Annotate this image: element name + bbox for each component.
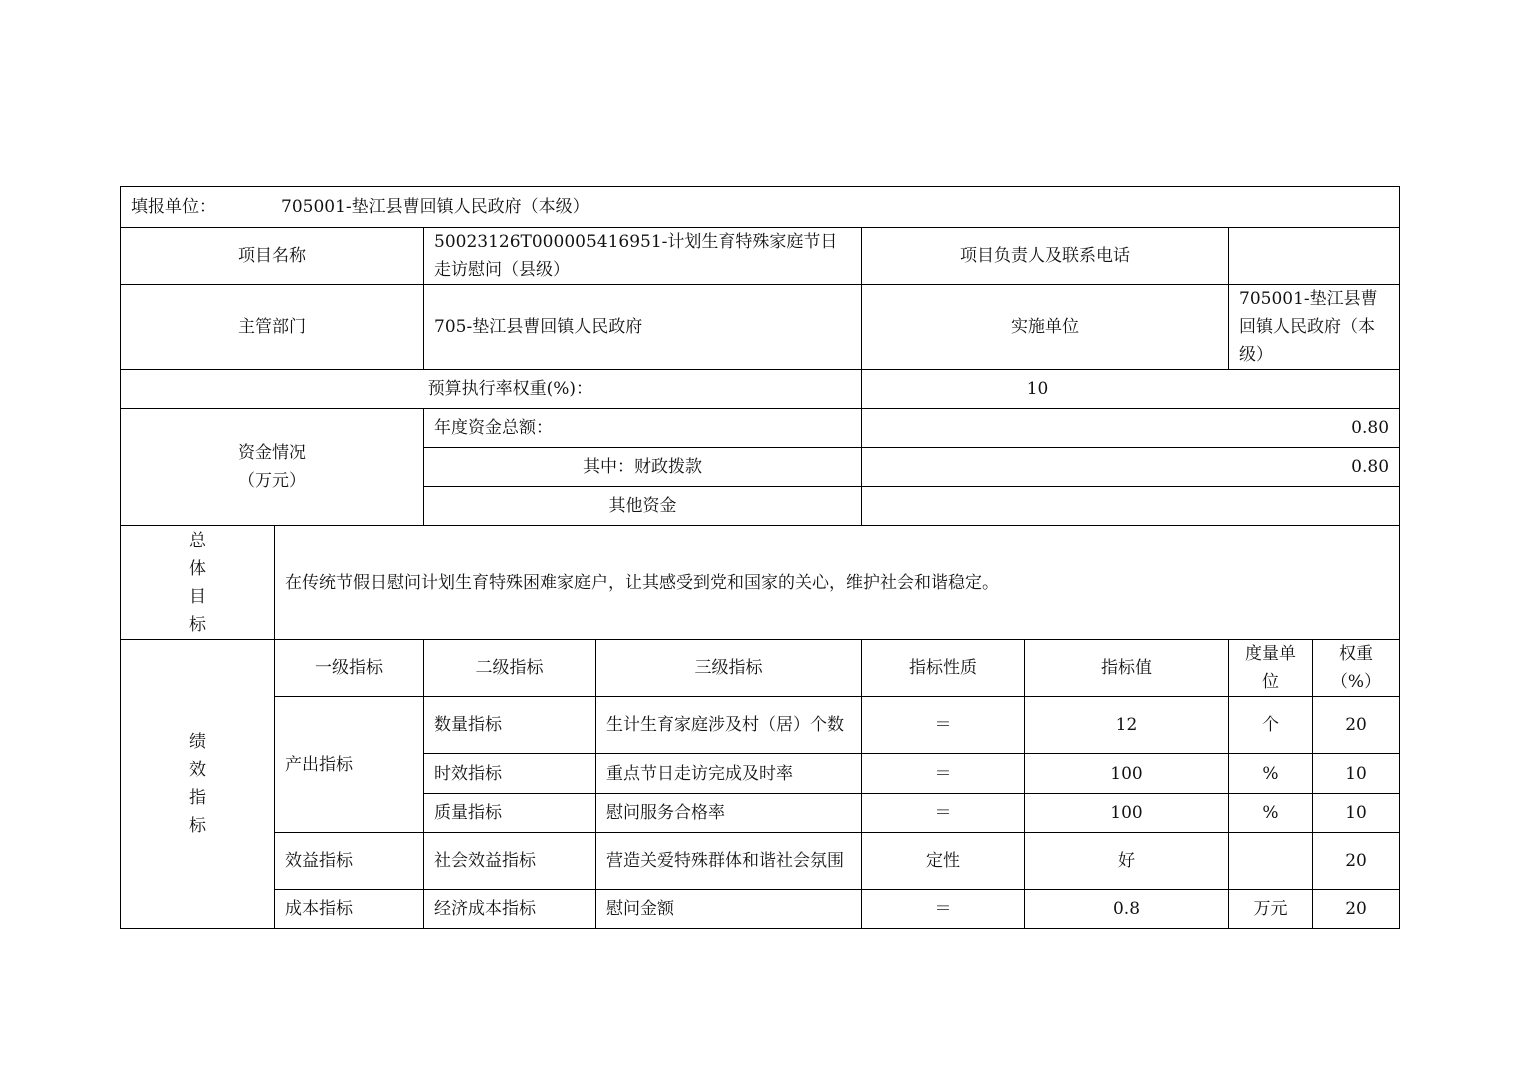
- funds-label-line2: （万元）: [238, 471, 306, 491]
- performance-indicators-label: [121, 640, 275, 929]
- form-table: [120, 186, 1400, 929]
- overall-goal-row: [121, 526, 1400, 640]
- level2-cell: 经济成本指标: [424, 890, 596, 929]
- funds-total-row: [121, 409, 1400, 448]
- nature-cell: ＝: [862, 754, 1025, 794]
- project-contact-label: 项目负责人及联系电话: [862, 228, 1229, 285]
- funds-fiscal-label: 其中：财政拨款: [424, 448, 862, 487]
- reporting-unit-label: 填报单位：: [131, 197, 216, 217]
- level2-cell: 数量指标: [424, 697, 596, 754]
- value-cell: 0.8: [1025, 890, 1229, 929]
- unit-cell: 个: [1229, 697, 1313, 754]
- header-value: 指标值: [1025, 640, 1229, 697]
- funds-label: [121, 409, 424, 526]
- overall-goal-label-char: 总: [189, 530, 206, 551]
- weight-cell: 10: [1313, 794, 1400, 833]
- budget-weight-label: 预算执行率权重(%)：: [121, 370, 862, 409]
- table-row: [121, 890, 1400, 929]
- project-contact-value: [1229, 228, 1400, 285]
- implementing-unit-label: 实施单位: [862, 285, 1229, 370]
- table-row: [121, 697, 1400, 754]
- performance-target-form: [120, 186, 1400, 929]
- overall-goal-text: 在传统节假日慰问计划生育特殊困难家庭户，让其感受到党和国家的关心，维护社会和谐稳定。: [275, 526, 1400, 640]
- unit-cell: %: [1229, 794, 1313, 833]
- nature-cell: ＝: [862, 697, 1025, 754]
- funds-label-line1: 资金情况: [238, 443, 306, 463]
- value-cell: 100: [1025, 754, 1229, 794]
- overall-goal-label-char: 目: [189, 586, 206, 607]
- weight-cell: 10: [1313, 754, 1400, 794]
- unit-cell: %: [1229, 754, 1313, 794]
- performance-label-char: 标: [189, 816, 206, 836]
- overall-goal-label-char: 体: [189, 558, 206, 579]
- header-level2: 二级指标: [424, 640, 596, 697]
- value-cell: 好: [1025, 833, 1229, 890]
- funds-fiscal-value: 0.80: [862, 448, 1400, 487]
- performance-label-char: 效: [189, 760, 206, 780]
- budget-weight-value: 10: [862, 370, 1400, 409]
- reporting-unit-cell: [121, 187, 1400, 228]
- level3-cell: 重点节日走访完成及时率: [596, 754, 862, 794]
- level3-cell: 营造关爱特殊群体和谐社会氛围: [596, 833, 862, 890]
- budget-weight-row: [121, 370, 1400, 409]
- weight-cell: 20: [1313, 833, 1400, 890]
- implementing-unit-value: 705001-垫江县曹回镇人民政府（本级）: [1229, 285, 1400, 370]
- header-weight: 权重（%）: [1313, 640, 1400, 697]
- project-name-label: 项目名称: [121, 228, 424, 285]
- level3-cell: 慰问金额: [596, 890, 862, 929]
- reporting-unit-value: 705001-垫江县曹回镇人民政府（本级）: [281, 197, 590, 217]
- weight-cell: 20: [1313, 890, 1400, 929]
- level2-cell: 质量指标: [424, 794, 596, 833]
- level2-cell: 时效指标: [424, 754, 596, 794]
- value-cell: 12: [1025, 697, 1229, 754]
- level3-cell: 生计生育家庭涉及村（居）个数: [596, 697, 862, 754]
- nature-cell: ＝: [862, 890, 1025, 929]
- performance-label-char: 绩: [189, 732, 206, 752]
- header-unit: 度量单位: [1229, 640, 1313, 697]
- project-name-row: [121, 228, 1400, 285]
- header-nature: 指标性质: [862, 640, 1025, 697]
- reporting-unit-row: [121, 187, 1400, 228]
- level1-output: 产出指标: [275, 697, 424, 833]
- funds-other-label: 其他资金: [424, 487, 862, 526]
- funds-total-value: 0.80: [862, 409, 1400, 448]
- table-row: [121, 833, 1400, 890]
- funds-total-label: 年度资金总额：: [424, 409, 862, 448]
- department-label: 主管部门: [121, 285, 424, 370]
- performance-header-row: [121, 640, 1400, 697]
- department-row: [121, 285, 1400, 370]
- overall-goal-label: [121, 526, 275, 640]
- project-name-value: 50023126T000005416951-计划生育特殊家庭节日走访慰问（县级）: [424, 228, 862, 285]
- level2-cell: 社会效益指标: [424, 833, 596, 890]
- performance-label-char: 指: [189, 788, 206, 808]
- level1-benefit: 效益指标: [275, 833, 424, 890]
- unit-cell: [1229, 833, 1313, 890]
- header-level1: 一级指标: [275, 640, 424, 697]
- value-cell: 100: [1025, 794, 1229, 833]
- level1-cost: 成本指标: [275, 890, 424, 929]
- funds-other-value: [862, 487, 1400, 526]
- level3-cell: 慰问服务合格率: [596, 794, 862, 833]
- overall-goal-label-char: 标: [189, 614, 206, 635]
- header-level3: 三级指标: [596, 640, 862, 697]
- weight-cell: 20: [1313, 697, 1400, 754]
- nature-cell: ＝: [862, 794, 1025, 833]
- unit-cell: 万元: [1229, 890, 1313, 929]
- nature-cell: 定性: [862, 833, 1025, 890]
- department-value: 705-垫江县曹回镇人民政府: [424, 285, 862, 370]
